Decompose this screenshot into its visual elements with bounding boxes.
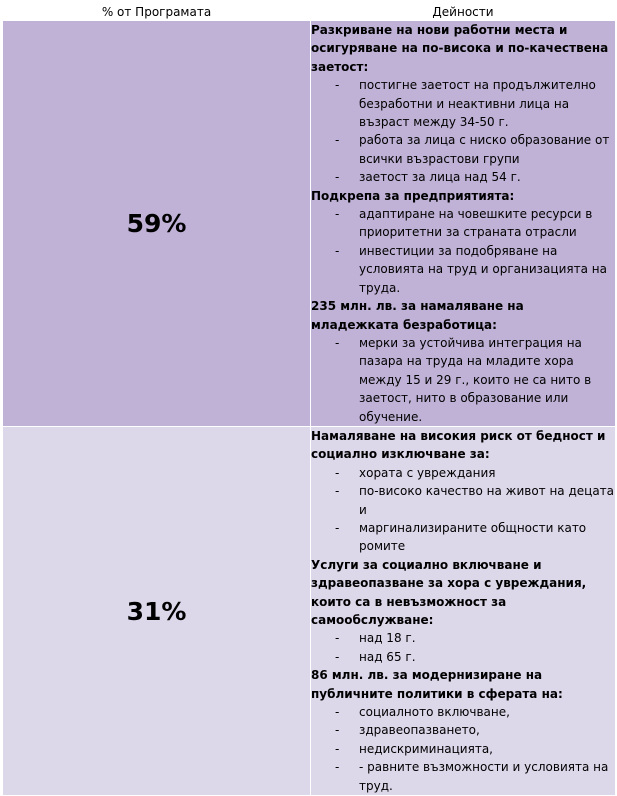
list-item-text: хората с увреждания (359, 465, 496, 480)
bullet-dash: - (335, 335, 340, 350)
list-item (311, 648, 615, 666)
bullet-dash: - (335, 484, 340, 499)
bullet-dash: - (335, 631, 340, 646)
section-heading: Подкрепа за предприятията: (311, 188, 515, 203)
list-item-text: недискриминацията, (359, 741, 493, 756)
list-item-text: над 18 г. (359, 631, 416, 646)
list-item (311, 131, 615, 168)
list-item (311, 482, 615, 519)
bullet-dash: - (335, 465, 340, 480)
list-item-text: мерки за устойчива интеграция на пазара на труда на младите хора между 15 и 29 г., които не са нито в заетост, нито в образование или обучение. (359, 335, 592, 424)
percent-cell: 31% (3, 426, 311, 795)
list-item-text: здравеопазването, (359, 723, 480, 738)
bullet-dash: - (335, 78, 340, 93)
section-heading: Разкриване на нови работни места и осигуряване на по-висока и по-качествена заетост: (311, 23, 609, 74)
bullet-dash: - (335, 649, 340, 664)
list-item (311, 242, 615, 297)
activities-cell (311, 21, 616, 427)
list-item-text: социалното включване, (359, 705, 510, 720)
bullet-dash: - (335, 741, 340, 756)
list-item-text: заетост за лица над 54 г. (359, 170, 521, 185)
list-item (311, 464, 615, 482)
table-row (3, 21, 616, 427)
bullet-dash: - (335, 207, 340, 222)
list-item-text: постигне заетост на продължително безработни и неактивни лица на възраст между 34-50 г. (359, 78, 596, 130)
bullet-dash: - (335, 170, 340, 185)
list-item (311, 334, 615, 426)
section-heading: Намаляване на високия риск от бедност и социално изключване за: (311, 428, 606, 462)
list-item-text: адаптиране на човешките ресурси в приоритетни за страната отрасли (359, 207, 593, 240)
list-item (311, 758, 615, 795)
bullet-dash: - (335, 243, 340, 258)
list-item-text: по-високо качество на живот на децата и (359, 484, 615, 517)
bullet-dash: - (335, 723, 340, 738)
list-item (311, 519, 615, 556)
bullet-dash: - (335, 705, 340, 720)
list-item (311, 629, 615, 647)
section-heading: 86 млн. лв. за модернизиране на публичните политики в сферата на: (311, 668, 563, 701)
header-percent: % от Програмата (3, 3, 311, 21)
section-heading: 235 млн. лв. за намаляване на младежката безработица: (311, 299, 524, 332)
header-activities: Дейности (311, 3, 616, 21)
list-item (311, 740, 615, 758)
section-heading: Услуги за социално включване и здравеопазване за хора с увреждания, които са в невъзможност за самообслужване: (311, 557, 587, 627)
list-item (311, 721, 615, 739)
bullet-dash: - (335, 760, 340, 775)
list-item-text: инвестиции за подобряване на условията на труд и организацията на труда. (359, 243, 607, 295)
activities-cell (311, 426, 616, 795)
list-item (311, 703, 615, 721)
table-header-row (3, 3, 616, 21)
list-item (311, 205, 615, 242)
list-item-text: маргинализираните общности като ромите (359, 520, 587, 554)
bullet-dash: - (335, 133, 340, 148)
table-row (3, 426, 616, 795)
list-item-text: работа за лица с ниско образование от всички възрастови групи (359, 133, 610, 166)
list-item-text: - равните възможности и условията на труд. (359, 760, 609, 793)
list-item (311, 76, 615, 131)
list-item-text: над 65 г. (359, 649, 416, 664)
percent-cell: 59% (3, 21, 311, 427)
bullet-dash: - (335, 520, 340, 535)
list-item (311, 168, 615, 186)
program-table (2, 2, 616, 796)
